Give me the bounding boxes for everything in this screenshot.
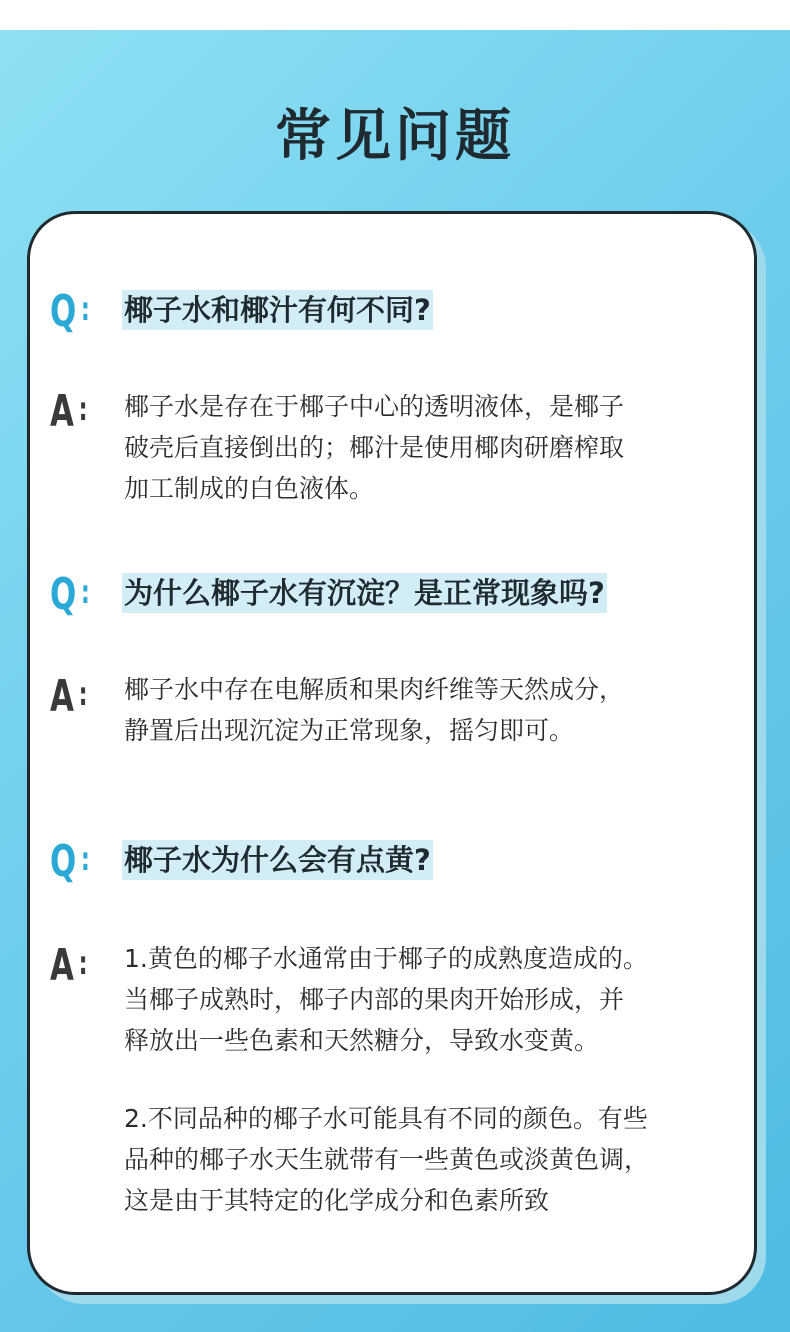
question-marker: Q : xyxy=(50,569,90,620)
question-text: 椰子水为什么会有点黄? xyxy=(122,840,433,880)
question-marker: Q : xyxy=(50,836,90,887)
answer-text-1: 1.黄色的椰子水通常由于椰子的成熟度造成的。 当椰子成熟时，椰子内部的果肉开始形成，并 释放出一些色素和天然糖分，导致水变黄。 xyxy=(124,944,648,1055)
question-text: 椰子水和椰汁有何不同? xyxy=(122,290,433,330)
answer-marker: A : xyxy=(50,386,88,437)
answer-marker: A : xyxy=(50,671,88,722)
answer-text: 椰子水是存在于椰子中心的透明液体，是椰子 破壳后直接倒出的；椰汁是使用椰肉研磨榨取 加工制成的白色液体。 xyxy=(124,392,625,503)
question-marker: Q : xyxy=(50,286,90,337)
question-text: 为什么椰子水有沉淀？是正常现象吗? xyxy=(122,573,607,613)
page-title: 常见问题 xyxy=(275,104,515,169)
answer-text-2: 2.不同品种的椰子水可能具有不同的颜色。有些 品种的椰子水天生就带有一些黄色或淡黄色调， 这是由于其特定的化学成分和色素所致 xyxy=(124,1104,650,1215)
answer-marker: A : xyxy=(50,940,88,991)
answer-text: 椰子水中存在电解质和果肉纤维等天然成分， 静置后出现沉淀为正常现象，摇匀即可。 xyxy=(124,675,625,745)
